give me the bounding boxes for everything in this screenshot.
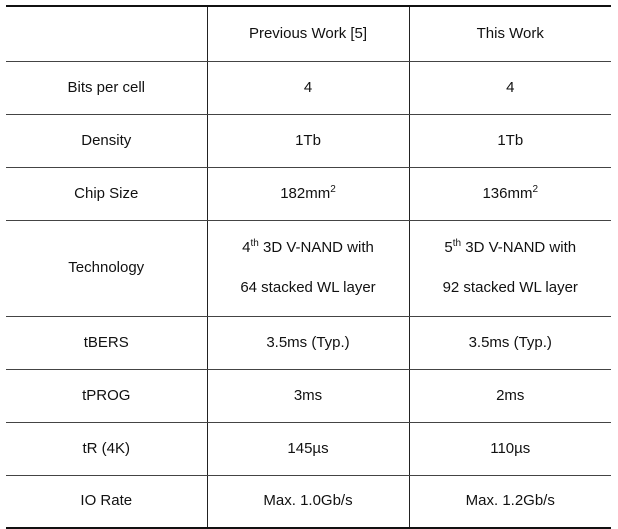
row-label: tR (4K) bbox=[6, 422, 207, 475]
previous-value: 1Tb bbox=[207, 114, 409, 167]
table-row bbox=[6, 316, 611, 369]
this-value-text: 136mm bbox=[482, 184, 533, 202]
row-label: Technology bbox=[6, 220, 207, 316]
row-label: tPROG bbox=[6, 369, 207, 422]
this-gen-number: 5 bbox=[444, 239, 453, 256]
this-value bbox=[409, 167, 611, 220]
previous-value bbox=[207, 167, 409, 220]
this-value bbox=[409, 220, 611, 316]
row-label: IO Rate bbox=[6, 475, 207, 528]
this-value-line1 bbox=[414, 239, 608, 257]
table-row bbox=[6, 369, 611, 422]
previous-gen-superscript: th bbox=[250, 238, 259, 249]
this-value: 2ms bbox=[409, 369, 611, 422]
table-row bbox=[6, 475, 611, 528]
previous-value: 4 bbox=[207, 61, 409, 114]
row-label: Bits per cell bbox=[6, 61, 207, 114]
previous-value: 145µs bbox=[207, 422, 409, 475]
this-value: 3.5ms (Typ.) bbox=[409, 316, 611, 369]
row-label: Chip Size bbox=[6, 167, 207, 220]
table-row bbox=[6, 61, 611, 114]
header-previous-work: Previous Work [5] bbox=[207, 6, 409, 61]
comparison-table bbox=[6, 5, 611, 529]
this-gen-superscript: th bbox=[452, 238, 462, 249]
row-label: tBERS bbox=[6, 316, 207, 369]
this-value-superscript: 2 bbox=[532, 183, 539, 195]
previous-value bbox=[207, 220, 409, 316]
this-value: 4 bbox=[409, 61, 611, 114]
table-row bbox=[6, 114, 611, 167]
this-value-line2: 92 stacked WL layer bbox=[442, 279, 578, 296]
previous-gen-text: 3D V-NAND with bbox=[258, 239, 374, 256]
previous-value-line2: 64 stacked WL layer bbox=[240, 279, 376, 296]
previous-value-line1 bbox=[212, 239, 405, 257]
table-header-row bbox=[6, 6, 611, 61]
row-label: Density bbox=[6, 114, 207, 167]
previous-value-text: 182mm bbox=[280, 184, 331, 202]
header-empty-cell bbox=[6, 6, 207, 61]
previous-value: Max. 1.0Gb/s bbox=[207, 475, 409, 528]
table-row bbox=[6, 422, 611, 475]
previous-gen-number: 4 bbox=[242, 239, 251, 256]
table-row bbox=[6, 167, 611, 220]
this-value: 110µs bbox=[409, 422, 611, 475]
header-this-work: This Work bbox=[409, 6, 611, 61]
previous-value: 3.5ms (Typ.) bbox=[207, 316, 409, 369]
this-value: 1Tb bbox=[409, 114, 611, 167]
this-gen-text: 3D V-NAND with bbox=[461, 239, 577, 256]
table-row bbox=[6, 220, 611, 316]
this-value: Max. 1.2Gb/s bbox=[409, 475, 611, 528]
previous-value-superscript: 2 bbox=[330, 183, 336, 195]
previous-value: 3ms bbox=[207, 369, 409, 422]
